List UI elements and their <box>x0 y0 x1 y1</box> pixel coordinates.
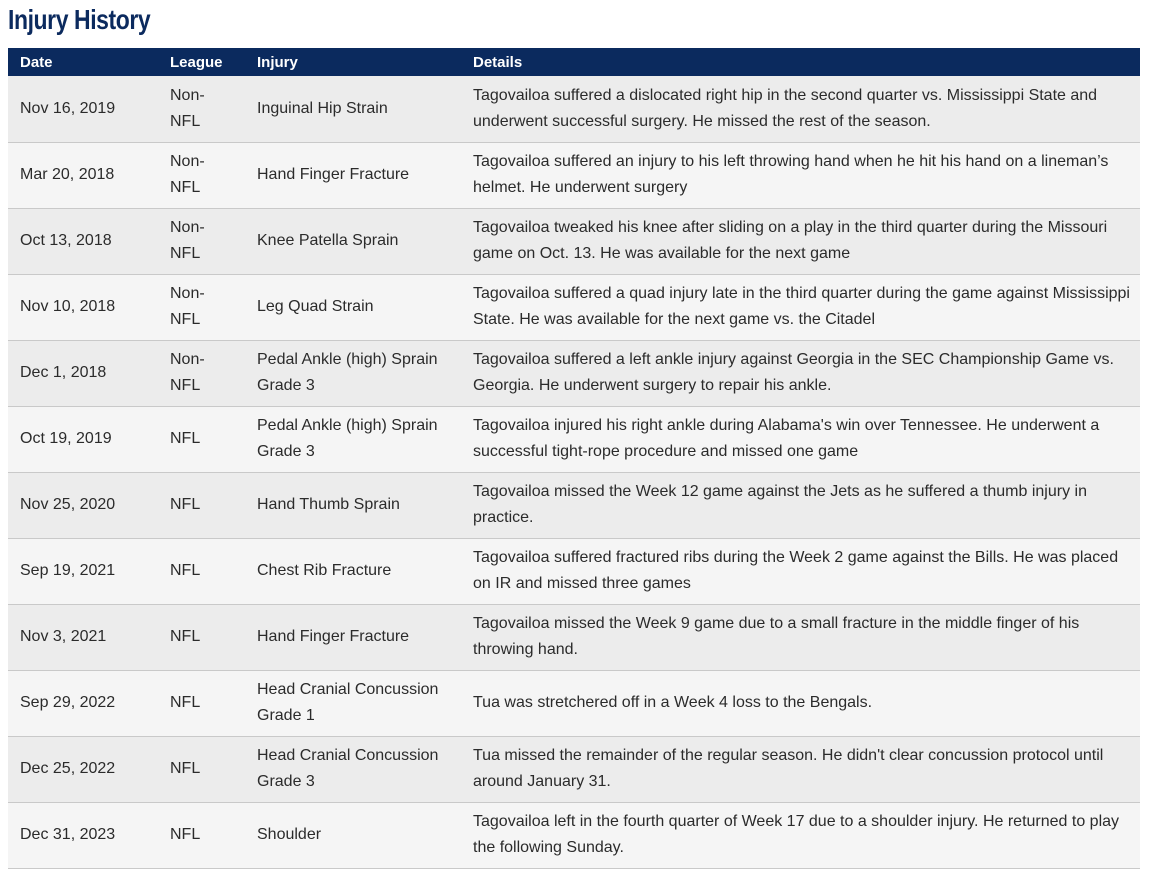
cell-injury: Chest Rib Fracture <box>245 538 461 604</box>
cell-injury: Inguinal Hip Strain <box>245 76 461 142</box>
cell-league: NFL <box>158 406 245 472</box>
cell-details: Tagovailoa missed the Week 12 game against the Jets as he suffered a thumb injury in practice. <box>461 472 1140 538</box>
table-body <box>8 76 1140 868</box>
cell-details: Tagovailoa suffered fractured ribs during the Week 2 game against the Bills. He was placed on IR and missed three games <box>461 538 1140 604</box>
table-row <box>8 736 1140 802</box>
cell-injury: Hand Finger Fracture <box>245 142 461 208</box>
cell-league: NFL <box>158 604 245 670</box>
cell-injury: Pedal Ankle (high) Sprain Grade 3 <box>245 406 461 472</box>
cell-date: Sep 29, 2022 <box>8 670 158 736</box>
table-row <box>8 274 1140 340</box>
cell-date: Dec 1, 2018 <box>8 340 158 406</box>
cell-date: Nov 10, 2018 <box>8 274 158 340</box>
cell-league: NFL <box>158 538 245 604</box>
cell-date: Mar 20, 2018 <box>8 142 158 208</box>
cell-date: Dec 31, 2023 <box>8 802 158 868</box>
table-row <box>8 670 1140 736</box>
cell-injury: Pedal Ankle (high) Sprain Grade 3 <box>245 340 461 406</box>
cell-league: Non-NFL <box>158 274 245 340</box>
cell-date: Dec 25, 2022 <box>8 736 158 802</box>
cell-injury: Hand Thumb Sprain <box>245 472 461 538</box>
cell-details: Tagovailoa tweaked his knee after sliding on a play in the third quarter during the Missouri game on Oct. 13. He was available for the next game <box>461 208 1140 274</box>
cell-details: Tagovailoa missed the Week 9 game due to a small fracture in the middle finger of his throwing hand. <box>461 604 1140 670</box>
column-header-date: Date <box>8 48 158 76</box>
cell-league: Non-NFL <box>158 76 245 142</box>
cell-date: Nov 3, 2021 <box>8 604 158 670</box>
column-header-league: League <box>158 48 245 76</box>
cell-details: Tagovailoa suffered a left ankle injury against Georgia in the SEC Championship Game vs. Georgia. He underwent surgery to repair his ankle. <box>461 340 1140 406</box>
cell-date: Sep 19, 2021 <box>8 538 158 604</box>
cell-injury: Head Cranial Concussion Grade 3 <box>245 736 461 802</box>
cell-league: NFL <box>158 472 245 538</box>
cell-league: Non-NFL <box>158 208 245 274</box>
table-row <box>8 604 1140 670</box>
cell-league: Non-NFL <box>158 340 245 406</box>
cell-details: Tagovailoa left in the fourth quarter of Week 17 due to a shoulder injury. He returned to play the following Sunday. <box>461 802 1140 868</box>
cell-details: Tagovailoa suffered a dislocated right hip in the second quarter vs. Mississippi State and underwent successful surgery. He missed the rest of the season. <box>461 76 1140 142</box>
page-title: Injury History <box>8 4 151 35</box>
table-row <box>8 406 1140 472</box>
cell-league: NFL <box>158 802 245 868</box>
table-header <box>8 48 1140 76</box>
cell-date: Nov 16, 2019 <box>8 76 158 142</box>
cell-details: Tagovailoa injured his right ankle during Alabama's win over Tennessee. He underwent a successful tight-rope procedure and missed one game <box>461 406 1140 472</box>
column-header-injury: Injury <box>245 48 461 76</box>
injury-table <box>8 48 1140 869</box>
cell-details: Tua missed the remainder of the regular season. He didn't clear concussion protocol until around January 31. <box>461 736 1140 802</box>
cell-date: Oct 19, 2019 <box>8 406 158 472</box>
cell-details: Tagovailoa suffered an injury to his left throwing hand when he hit his hand on a lineman’s helmet. He underwent surgery <box>461 142 1140 208</box>
cell-details: Tagovailoa suffered a quad injury late in the third quarter during the game against Mississippi State. He was available for the next game vs. the Citadel <box>461 274 1140 340</box>
cell-details: Tua was stretchered off in a Week 4 loss to the Bengals. <box>461 670 1140 736</box>
cell-injury: Leg Quad Strain <box>245 274 461 340</box>
cell-injury: Knee Patella Sprain <box>245 208 461 274</box>
cell-injury: Hand Finger Fracture <box>245 604 461 670</box>
table-row <box>8 208 1140 274</box>
cell-league: Non-NFL <box>158 142 245 208</box>
table-row <box>8 802 1140 868</box>
cell-date: Oct 13, 2018 <box>8 208 158 274</box>
cell-injury: Shoulder <box>245 802 461 868</box>
cell-league: NFL <box>158 736 245 802</box>
cell-injury: Head Cranial Concussion Grade 1 <box>245 670 461 736</box>
table-row <box>8 340 1140 406</box>
table-row <box>8 76 1140 142</box>
table-row <box>8 472 1140 538</box>
table-row <box>8 538 1140 604</box>
cell-date: Nov 25, 2020 <box>8 472 158 538</box>
table-row <box>8 142 1140 208</box>
column-header-details: Details <box>461 48 1140 76</box>
cell-league: NFL <box>158 670 245 736</box>
header-row <box>8 48 1140 76</box>
